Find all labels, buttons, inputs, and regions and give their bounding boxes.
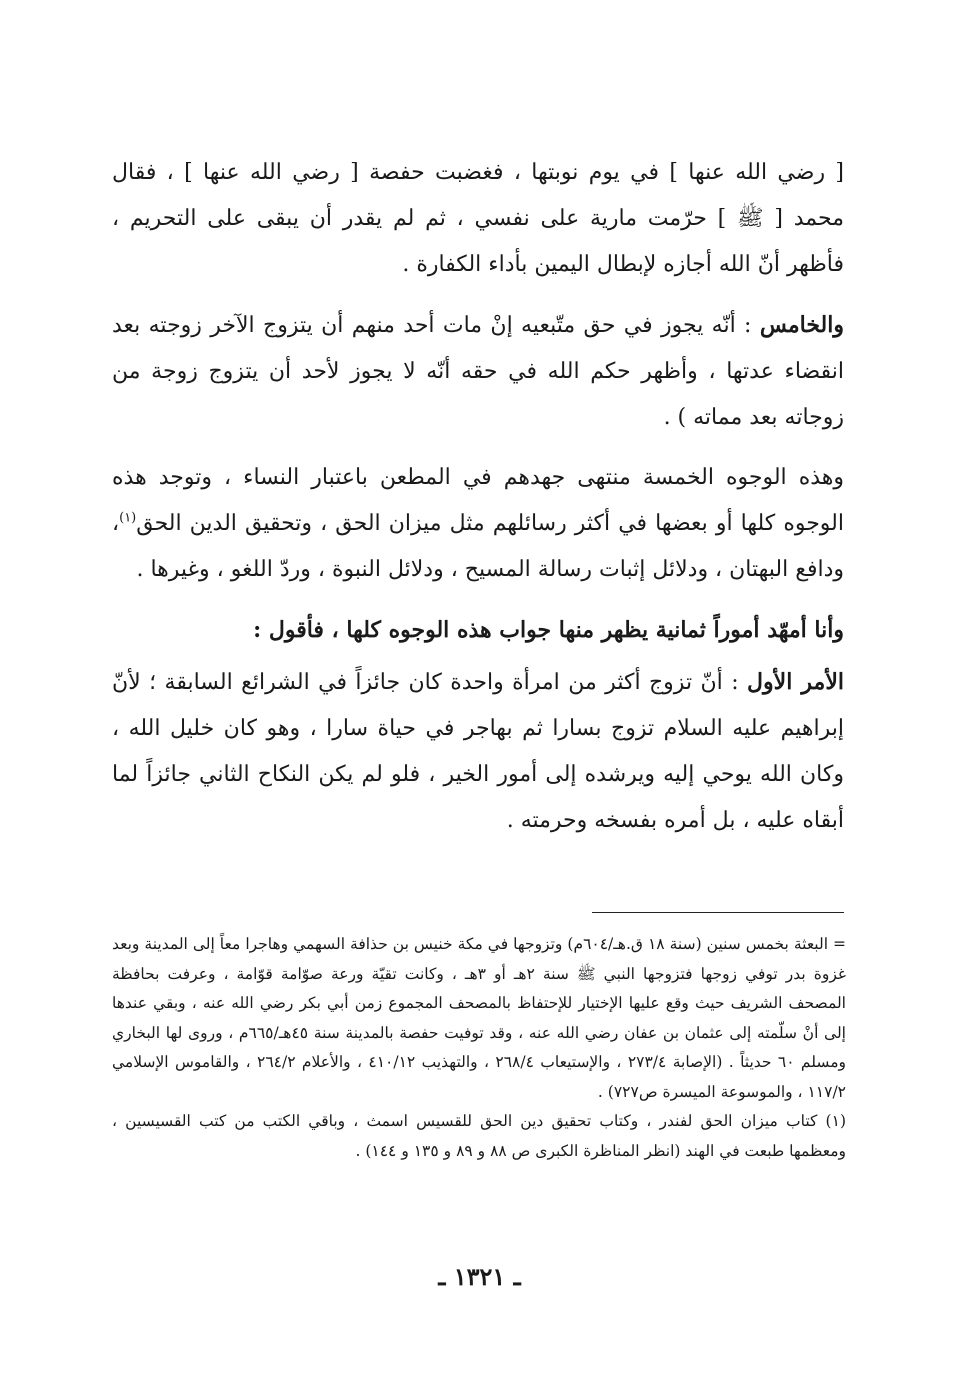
paragraph-2-lead: والخامس	[759, 312, 844, 338]
paragraph-4	[112, 659, 844, 844]
paragraph-2	[112, 302, 844, 441]
paragraph-3	[112, 455, 844, 593]
paragraph-1	[112, 150, 844, 288]
paragraph-3-text-b: ، ودافع البهتان ، ودلائل إثبات رسالة المسيح ، ودلائل النبوة ، وردّ اللغو ، وغيرها .	[112, 511, 844, 582]
section-heading: وأنا أمهّد أموراً ثمانية يظهر منها جواب هذه الوجوه كلها ، فأقول :	[253, 617, 844, 643]
paragraph-2-text: : أنّه يجوز في حق متّبعيه إنْ مات أحد منهم أن يتزوج الآخر زوجته بعد انقضاء عدتها ، وأظهر حكم الله في حقه أنّه لا يجوز لأحد أن يتزوج زوجة من زوجاته بعد مماته ) .	[112, 313, 844, 430]
footnote-continued: = البعثة بخمس سنين (سنة ١٨ ق.هـ/٦٠٤م) وتزوجها في مكة خنيس بن حذافة السهمي وهاجرا معاً إلى المدينة وبعد غزوة بدر توفي زوجها فتزوجها النبي ﷺ سنة ٢هـ أو ٣هـ ، وكانت تقيّة ورعة صوّامة قوّامة ، وعرفت بحافظة المصحف الشريف حيث وقع عليها الإختيار للإحتفاظ بالمصحف المجموع زمن أبي بكر رضي الله عنه ، وبقي عندها إلى أنْ سلّمته إلى عثمان بن عفان رضي الله عنه ، وقد توفيت حفصة بالمدينة سنة ٤٥هـ/٦٦٥م ، وروى لها البخاري ومسلم ٦٠ حديثاً . (الإصابة ٢٧٣/٤ ، والإستيعاب ٢٦٨/٤ ، والتهذيب ٤١٠/١٢ ، والأعلام ٢٦٤/٢ ، والقاموس الإسلامي ١١٧/٢ ، والموسوعة الميسرة ص٧٢٧) .	[112, 935, 847, 1101]
footnote-1-text: كتاب ميزان الحق لفندر ، وكتاب تحقيق دين الحق للقسيس اسمث ، وباقي الكتب من كتب القسيسين ، ومعظمها طبعت في الهند (انظر المناظرة الكبرى ص ٨٨ و ٨٩ و ١٣٥ و ١٤٤) .	[112, 1112, 846, 1160]
main-text	[112, 150, 844, 858]
footnote-1-marker: (١)	[825, 1112, 846, 1130]
paragraph-1-text: [ رضي الله عنها ] في يوم نوبتها ، فغضبت حفصة [ رضي الله عنها ] ، فقال محمد [ ﷺ ] حرّمت مارية على نفسي ، ثم لم يقدر أن يبقى على التحريم ، فأظهر أنّ الله أجازه لإبطال اليمين بأداء الكفارة .	[112, 160, 844, 277]
footnote-1	[112, 1107, 846, 1166]
page-number: ـ ١٣٢١ ـ	[438, 1262, 521, 1291]
footnotes	[112, 930, 846, 1166]
footnote-divider	[592, 912, 844, 913]
paragraph-4-lead: الأمر الأول	[747, 669, 844, 695]
paragraph-3-text-a: وهذه الوجوه الخمسة منتهى جهدهم في المطعن باعتبار النساء ، وتوجد هذه الوجوه كلها أو بعضها في أكثر رسائلهم مثل ميزان الحق ، وتحقيق الدين الحق	[112, 465, 844, 536]
paragraph-4-text: : أنّ تزوج أكثر من امرأة واحدة كان جائزاً في الشرائع السابقة ؛ لأنّ إبراهيم عليه السلام تزوج بسارا ثم بهاجر في حياة سارا ، وهو كان خليل الله ، وكان الله يوحي إليه ويرشده إلى أمور الخير ، فلو لم يكن النكاح الثاني جائزاً لما أبقاه عليه ، بل أمره بفسخه وحرمته .	[112, 670, 844, 833]
footnote-ref-1: (١)	[119, 510, 137, 526]
